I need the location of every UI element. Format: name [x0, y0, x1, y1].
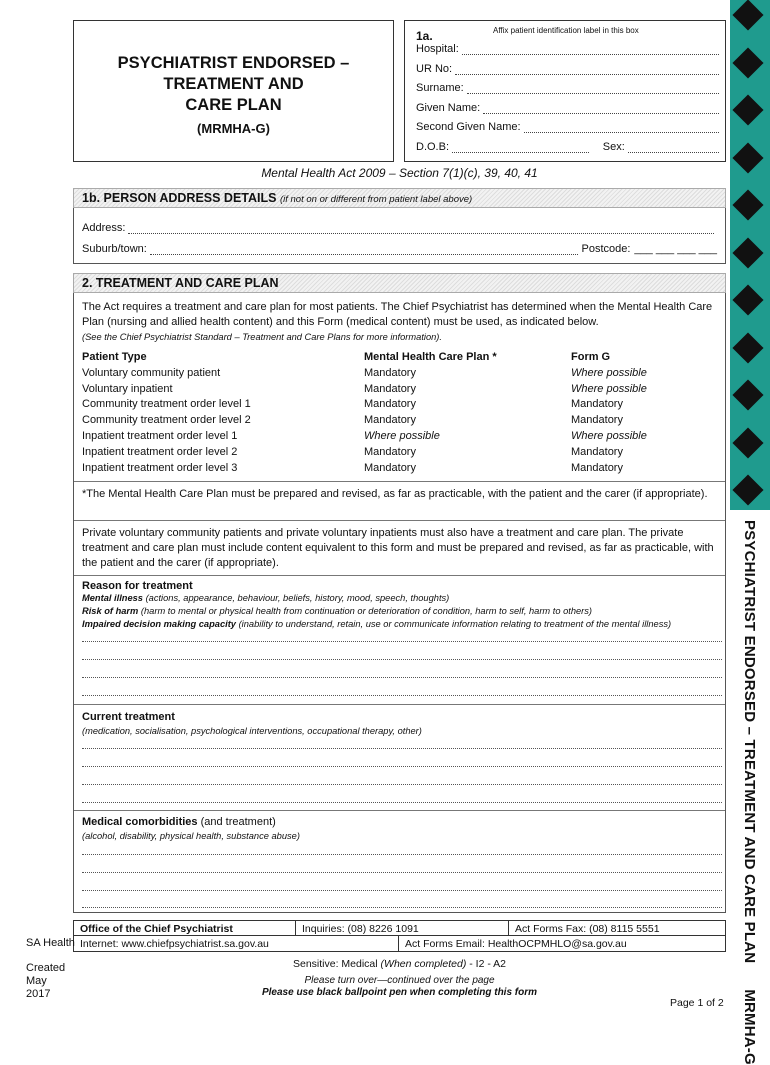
address-field[interactable]: [82, 222, 717, 234]
table-cell: Voluntary inpatient: [82, 382, 173, 395]
surname-field[interactable]: [416, 82, 719, 94]
table-cell: Mandatory: [364, 382, 416, 395]
act-reference: Mental Health Act 2009 – Section 7(1)(c), 39, 40, 41: [261, 166, 538, 180]
comorbid-line-3[interactable]: [82, 890, 722, 891]
private-patient-note: Private voluntary community patients and private voluntary inpatients must also have a treatment and care plan. The private treatment and care plan must include content equivalent to this form and must be prepared and revised, as far as practicable, with the patient and the carer (if appropriate).: [82, 527, 714, 569]
divider: [74, 704, 725, 705]
table-cell: Where possible: [571, 382, 647, 395]
table-header-patient-type: Patient Type: [82, 351, 147, 363]
postcode-label: Postcode:: [581, 243, 631, 255]
divider: [74, 810, 725, 811]
table-col-mhcp: [364, 350, 564, 476]
side-vertical-title: [730, 520, 770, 1065]
reason-definitions: [82, 592, 717, 631]
current-line-4[interactable]: [82, 802, 722, 803]
reason-heading: Reason for treatment: [82, 580, 193, 592]
surname-label: Surname:: [416, 82, 464, 94]
table-header-form-g: Form G: [571, 351, 611, 363]
suburb-postcode-field[interactable]: [82, 243, 717, 255]
section-2-header: [73, 273, 726, 293]
risk-of-harm-label: Risk of harm: [82, 606, 139, 616]
comorbid-line-2[interactable]: [82, 872, 722, 873]
table-cell: Mandatory: [571, 398, 623, 411]
table-cell: Mandatory: [364, 398, 416, 411]
email-link[interactable]: Act Forms Email: HealthOCPMHLO@sa.gov.au: [405, 938, 627, 950]
table-cell: Mandatory: [571, 461, 623, 474]
sex-label: Sex:: [602, 141, 625, 153]
comorbid-line-1[interactable]: [82, 854, 722, 855]
internet-link[interactable]: Internet: www.chiefpsychiatrist.sa.gov.au: [74, 936, 399, 951]
second-given-name-label: Second Given Name:: [416, 121, 521, 133]
table-header-mhcp: Mental Health Care Plan *: [364, 351, 497, 363]
second-given-name-field[interactable]: [416, 121, 719, 133]
mental-illness-note: (actions, appearance, behaviour, beliefs, history, mood, speech, thoughts): [145, 593, 450, 603]
table-cell: Community treatment order level 2: [82, 414, 251, 427]
section-1b-body: [73, 208, 726, 264]
table-cell: Mandatory: [364, 445, 416, 458]
divider: [74, 520, 725, 521]
current-line-1[interactable]: [82, 748, 722, 749]
affix-note: Affix patient identification label in this box: [493, 26, 639, 35]
reason-line-3[interactable]: [82, 677, 722, 678]
form-title-box: [73, 20, 394, 162]
comorbidities-heading: [82, 815, 717, 830]
table-cell: Mandatory: [571, 414, 623, 427]
current-line-2[interactable]: [82, 766, 722, 767]
title-line-2: TREATMENT AND: [163, 75, 304, 93]
patient-label-box: [404, 20, 726, 162]
table-cell: Mandatory: [364, 366, 416, 379]
sa-health-logo-text: SA Health: [26, 937, 75, 949]
dob-label: D.O.B:: [416, 141, 450, 153]
title-line-1: PSYCHIATRIST ENDORSED –: [117, 54, 350, 72]
table-cell: Community treatment order level 1: [82, 398, 251, 411]
comorbidities-suffix: (and treatment): [197, 816, 276, 828]
created-month: May: [26, 975, 47, 987]
address-label: Address:: [82, 222, 126, 234]
section-1b-title: 1b. PERSON ADDRESS DETAILS: [82, 191, 277, 205]
table-cell: Inpatient treatment order level 3: [82, 461, 238, 474]
mental-illness-label: Mental illness: [82, 593, 143, 603]
table-cell: Inpatient treatment order level 1: [82, 429, 238, 442]
reason-line-1[interactable]: [82, 641, 722, 642]
comorbidities-note: (alcohol, disability, physical health, substance abuse): [82, 831, 300, 841]
inquiries: Inquiries: (08) 8226 1091: [296, 921, 509, 936]
turn-over-note: Please turn over—continued over the page: [304, 975, 495, 986]
impaired-capacity-note: (inability to understand, retain, use or communicate information relating to treatment of the mental illness): [238, 619, 672, 629]
table-col-patient-type: [82, 350, 362, 476]
side-tab-code: MRMHA-G: [741, 989, 758, 1065]
footer-contact-box: [73, 920, 726, 952]
ur-no-label: UR No:: [416, 63, 453, 75]
section-1a-id: 1a.: [416, 29, 433, 43]
title-line-3: CARE PLAN: [185, 96, 282, 114]
table-cell: Mandatory: [364, 414, 416, 427]
table-cell: Mandatory: [364, 461, 416, 474]
sensitive-code: - I2 - A2: [469, 958, 507, 970]
risk-of-harm-note: (harm to mental or physical health from continuation or deterioration of condition, harm to self, harm to others): [140, 606, 593, 616]
impaired-capacity-label: Impaired decision making capacity: [82, 619, 236, 629]
divider: [74, 575, 725, 576]
current-line-3[interactable]: [82, 784, 722, 785]
section-2-intro-note: (See the Chief Psychiatrist Standard – Treatment and Care Plans for more information).: [82, 332, 442, 342]
page-number: Page 1 of 2: [670, 997, 724, 1009]
section-1b-header: [73, 188, 726, 208]
section-1b-note: (if not on or different from patient label above): [279, 194, 473, 205]
side-tab: [730, 0, 770, 1065]
fax: Act Forms Fax: (08) 8115 5551: [509, 921, 725, 936]
current-treatment-note: (medication, socialisation, psychological interventions, occupational therapy, other): [82, 726, 422, 736]
section-2-body: [73, 293, 726, 913]
table-cell: Where possible: [571, 429, 647, 442]
comorbidities-title: Medical comorbidities: [82, 816, 198, 828]
postcode-boxes[interactable]: ___ ___ ___ ___: [634, 243, 717, 255]
ur-no-field[interactable]: [416, 63, 719, 75]
suburb-label: Suburb/town:: [82, 243, 147, 255]
table-cell: Mandatory: [571, 445, 623, 458]
office-name: Office of the Chief Psychiatrist: [74, 921, 296, 936]
created-date: [26, 962, 65, 1001]
section-2-title: 2. TREATMENT AND CARE PLAN: [82, 276, 279, 290]
dob-sex-field[interactable]: [416, 141, 719, 153]
reason-line-2[interactable]: [82, 659, 722, 660]
given-name-label: Given Name:: [416, 102, 481, 114]
table-cell: Voluntary community patient: [82, 366, 221, 379]
sensitivity-marker: [73, 958, 726, 970]
side-tab-text: [741, 520, 758, 1065]
section-2-intro: The Act requires a treatment and care plan for most patients. The Chief Psychiatrist has determined when the Mental Health Care Plan (nursing and allied health content) and this Form (medical content) must be used, as indicated below.: [82, 301, 713, 328]
hospital-label: Hospital:: [416, 43, 459, 55]
current-treatment-heading: Current treatment: [82, 711, 175, 723]
form-title: [74, 53, 393, 116]
created-year: 2017: [26, 988, 51, 1000]
comorbid-line-4[interactable]: [82, 907, 722, 908]
side-tab-title: PSYCHIATRIST ENDORSED – TREATMENT AND CARE PLAN: [741, 520, 758, 964]
sensitive-when: (When completed): [380, 958, 467, 970]
given-name-field[interactable]: [416, 102, 719, 114]
sensitive-label: Sensitive: Medical: [292, 958, 378, 970]
reason-line-4[interactable]: [82, 695, 722, 696]
created-label: Created: [26, 962, 66, 974]
table-col-form-g: [571, 350, 721, 476]
ballpoint-note: Please use black ballpoint pen when completing this form: [261, 987, 538, 998]
table-cell: Inpatient treatment order level 2: [82, 445, 238, 458]
form-code: (MRMHA-G): [197, 121, 270, 136]
divider: [74, 481, 725, 482]
mhcp-footnote: *The Mental Health Care Plan must be prepared and revised, as far as practicable, with the patient and the carer (if appropriate).: [82, 488, 708, 500]
table-cell: Where possible: [571, 366, 647, 379]
table-cell: Where possible: [364, 429, 440, 442]
hospital-field[interactable]: [416, 43, 719, 55]
